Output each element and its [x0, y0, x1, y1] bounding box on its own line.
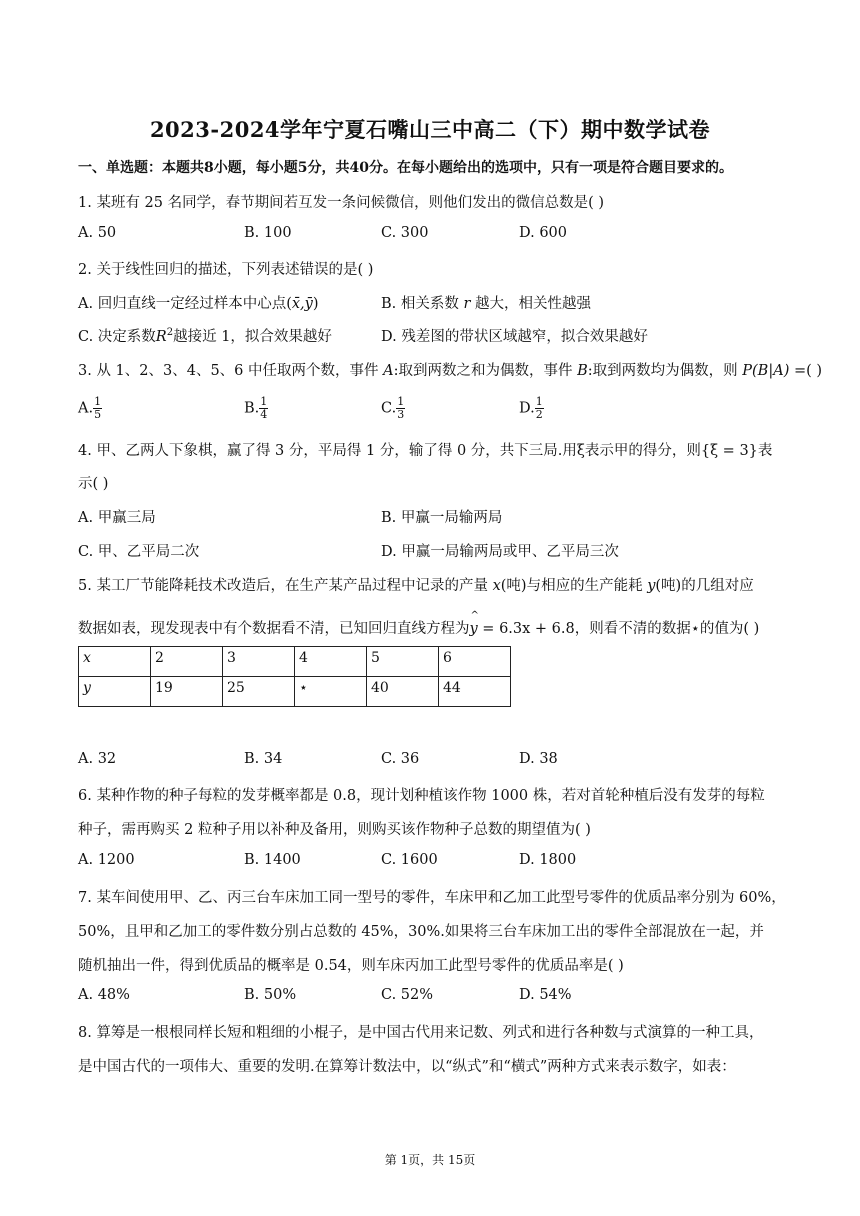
- q2-option-b-var: r: [463, 296, 471, 312]
- q4-option-a: A. 甲赢三局: [78, 510, 156, 526]
- q3-option-a-fraction: [93, 396, 102, 421]
- q3-option-d-label: D.: [519, 400, 535, 417]
- q5-option-a: A. 32: [78, 751, 117, 767]
- q4-option-c: C. 甲、乙平局二次: [78, 544, 200, 560]
- q5-y-variable: y: [647, 578, 656, 594]
- section-heading-single-choice: 一、单选题：本题共8小题，每小题5分，共40分。在每小题给出的选项中，只有一项是符合题目要求的。: [78, 160, 733, 176]
- question-3-stem: [78, 359, 822, 380]
- question-7-stem-line2: 50%，且甲和乙加工的零件数分别占总数的 45%，30%.如果将三台车床加工出的零件全部混放在一起，并: [78, 924, 764, 940]
- q3-option-a-label: A.: [78, 400, 94, 417]
- q7-option-a: A. 48%: [78, 987, 130, 1003]
- fraction-denominator: 3: [397, 408, 405, 421]
- table-cell: 40: [367, 677, 439, 707]
- fraction-numerator: 1: [535, 395, 543, 408]
- question-5-stem-line1: [78, 574, 754, 595]
- q2-option-a-text: A. 回归直线一定经过样本中心点(: [78, 296, 292, 312]
- q5-option-c: C. 36: [381, 751, 420, 767]
- fraction-denominator: 4: [260, 408, 268, 421]
- q6-option-b: B. 1400: [244, 852, 301, 868]
- q3-option-c-label: C.: [381, 400, 397, 417]
- q4-option-d: D. 甲赢一局输两局或甲、乙平局三次: [381, 544, 619, 560]
- table-cell: 44: [439, 677, 511, 707]
- q2-option-c: [78, 325, 332, 346]
- q4-option-b: B. 甲赢一局输两局: [381, 510, 503, 526]
- q3-stem-part1: 3. 从 1、2、3、4、5、6 中任取两个数，事件: [78, 363, 384, 379]
- question-8-stem-line2: 是中国古代的一项伟大、重要的发明.在算筹计数法中，以“纵式”和“横式”两种方式来表示数字，如表：: [78, 1059, 736, 1075]
- table-cell: x: [79, 647, 151, 677]
- q1-option-b: B. 100: [244, 225, 292, 241]
- exam-title: 2023-2024学年宁夏石嘴山三中高二（下）期中数学试卷: [149, 117, 711, 142]
- q5-equation-yhat: ^ y: [470, 621, 478, 637]
- q3-option-a: [78, 396, 102, 421]
- q5-data-table: [78, 646, 511, 707]
- table-cell: 2: [151, 647, 223, 677]
- q6-option-c: C. 1600: [381, 852, 438, 868]
- q6-option-d: D. 1800: [519, 852, 577, 868]
- table-cell: 4: [295, 647, 367, 677]
- q2-option-a: [78, 292, 319, 313]
- question-8-stem-line1: 8. 算筹是一根根同样长短和粗细的小棍子，是中国古代用来记数、列式和进行各种数与式演算的一种工具，: [78, 1025, 764, 1041]
- table-cell: 19: [151, 677, 223, 707]
- q7-option-b: B. 50%: [244, 987, 297, 1003]
- fraction-denominator: 5: [94, 408, 102, 421]
- q5-stem-text-1: 5. 某工厂节能降耗技术改造后，在生产某产品过程中记录的产量: [78, 578, 493, 594]
- q7-option-d: D. 54%: [519, 987, 572, 1003]
- q1-option-a: A. 50: [78, 225, 117, 241]
- q5-stem-text-5: ，则看不清的数据⋆的值为( ): [574, 621, 760, 637]
- fraction-numerator: 1: [397, 395, 405, 408]
- table-row: [79, 677, 511, 707]
- question-4-stem-line2: 示( ): [78, 476, 109, 492]
- table-cell: 5: [367, 647, 439, 677]
- question-7-stem-line1: 7. 某车间使用甲、乙、丙三台车床加工同一型号的零件，车床甲和乙加工此型号零件的优质品率分别为 60%，: [78, 890, 786, 906]
- q2-option-c-sup: 2: [166, 327, 174, 339]
- question-7-stem-line3: 随机抽出一件，得到优质品的概率是 0.54，则车床丙加工此型号零件的优质品率是( ): [78, 958, 624, 974]
- table-cell: y: [79, 677, 151, 707]
- q2-option-b-text: B. 相关系数: [381, 296, 464, 312]
- table-cell: ⋆: [295, 677, 367, 707]
- q1-option-d: D. 600: [519, 225, 568, 241]
- q3-option-b: [244, 396, 268, 421]
- q7-option-c: C. 52%: [381, 987, 434, 1003]
- q3-event-b: B: [577, 363, 588, 379]
- q5-stem-text-2: (吨)与相应的生产能耗: [500, 578, 648, 594]
- q1-option-c: C. 300: [381, 225, 429, 241]
- question-2-stem: 2. 关于线性回归的描述，下列表述错误的是( ): [78, 262, 374, 278]
- q2-option-c-text: C. 决定系数: [78, 329, 156, 345]
- table-cell: 6: [439, 647, 511, 677]
- q3-option-d: [519, 396, 544, 421]
- q2-option-a-close: ): [312, 296, 319, 312]
- q5-stem-text-4: 数据如表，现发现表中有个数据看不清，已知回归直线方程为: [78, 621, 470, 637]
- q3-option-c-fraction: [396, 396, 405, 421]
- q2-option-c-rest: 越接近 1，拟合效果越好: [173, 329, 332, 345]
- q3-event-a: A: [383, 363, 394, 379]
- q5-x-variable: x: [492, 578, 501, 594]
- q5-option-b: B. 34: [244, 751, 283, 767]
- q3-stem-part4: =( ): [789, 363, 823, 379]
- question-6-stem-line1: 6. 某种作物的种子每粒的发芽概率都是 0.8，现计划种植该作物 1000 株，若对首轮种植后没有发芽的每粒: [78, 788, 765, 804]
- q6-option-a: A. 1200: [78, 852, 135, 868]
- q3-option-b-label: B.: [244, 400, 260, 417]
- question-5-stem-line2: [78, 617, 759, 638]
- q3-option-b-fraction: [259, 396, 268, 421]
- q3-stem-part3: :取到两数均为偶数，则: [587, 363, 743, 379]
- q2-option-a-math: x̄,ȳ: [291, 296, 313, 312]
- q2-option-d: D. 残差图的带状区域越窄，拟合效果越好: [381, 329, 648, 345]
- table-cell: 3: [223, 647, 295, 677]
- q5-equation-rest: = 6.3x + 6.8: [477, 621, 575, 637]
- question-6-stem-line2: 种子，需再购买 2 粒种子用以补种及备用，则购买该作物种子总数的期望值为( ): [78, 822, 591, 838]
- q5-stem-text-3: (吨)的几组对应: [655, 578, 754, 594]
- fraction-numerator: 1: [94, 395, 102, 408]
- q3-stem-part2: :取到两数之和为偶数，事件: [393, 363, 578, 379]
- question-1-stem: 1. 某班有 25 名同学，春节期间若互发一条问候微信，则他们发出的微信总数是( ): [78, 195, 605, 211]
- q3-option-c: [381, 396, 405, 421]
- q5-option-d: D. 38: [519, 751, 558, 767]
- table-row: [79, 647, 511, 677]
- table-cell: 25: [223, 677, 295, 707]
- q2-option-c-var: R: [155, 329, 167, 345]
- q3-probability: P(B|A): [742, 363, 790, 379]
- fraction-denominator: 2: [535, 408, 543, 421]
- fraction-numerator: 1: [260, 395, 268, 408]
- question-4-stem-line1: 4. 甲、乙两人下象棋，赢了得 3 分，平局得 1 分，输了得 0 分，共下三局.用ξ表示甲的得分，则{ξ = 3}表: [78, 443, 773, 459]
- q2-option-b-rest: 越大，相关性越强: [470, 296, 592, 312]
- q2-option-b: [381, 292, 591, 313]
- q3-option-d-fraction: [535, 396, 544, 421]
- page-footer: 第 1页，共 15页: [384, 1153, 476, 1167]
